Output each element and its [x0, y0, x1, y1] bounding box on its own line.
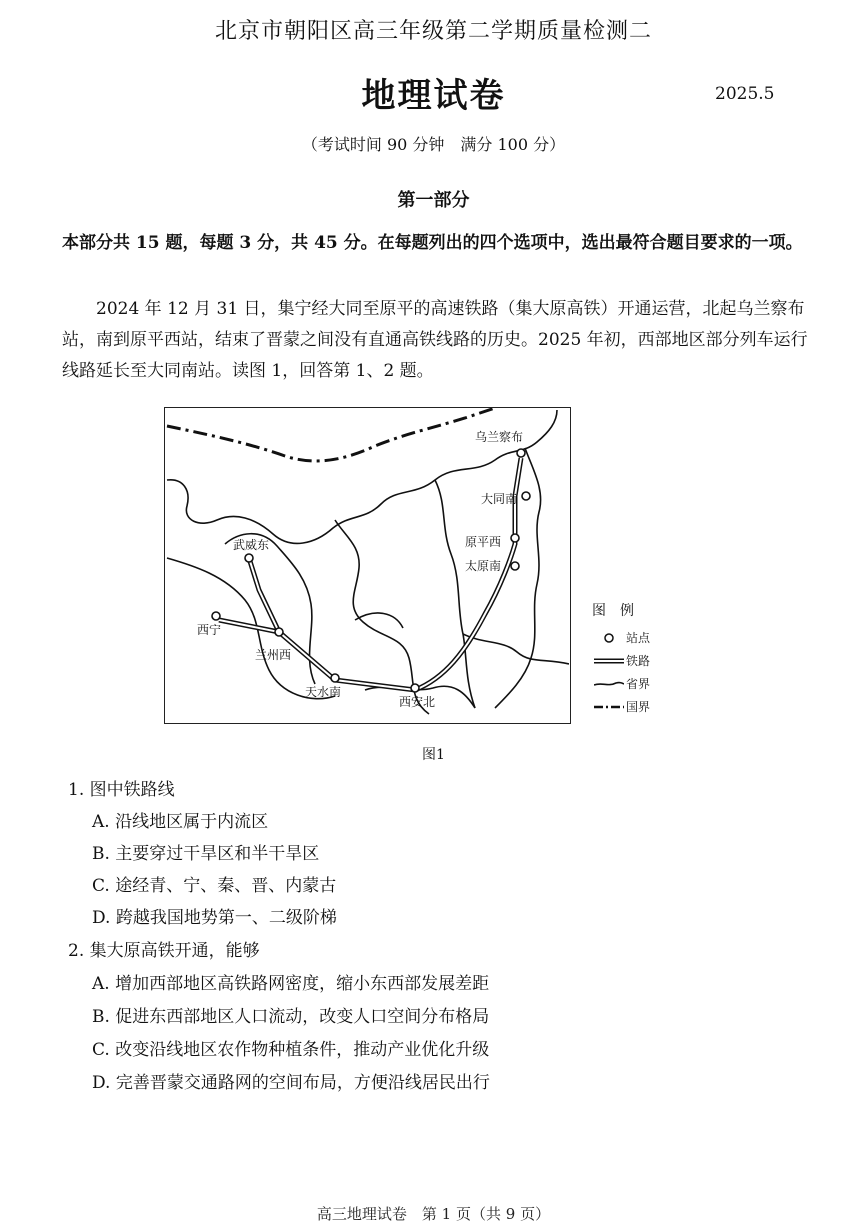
station-label: 原平西: [465, 535, 502, 549]
map-legend: [592, 600, 682, 718]
reading-passage: 2024 年 12 月 31 日，集宁经大同至原平的高速铁路（集大原高铁）开通运营，北起乌兰察布站，南到原平西站，结束了晋蒙之间没有直通高铁线路的历史。2025 年初，西部地区部分列车运行线路延长至大同南站。读图 1，回答第 1、2 题。: [62, 299, 808, 381]
question-option: B. 主要穿过干旱区和半干旱区: [92, 844, 320, 864]
exam-date: 2025.5: [715, 84, 775, 104]
legend-title: 图 例: [592, 603, 634, 619]
station-marker: [331, 674, 339, 682]
station-marker: [245, 554, 253, 562]
station-marker: [511, 562, 519, 570]
station-marker: [275, 628, 283, 636]
section-instructions: 本部分共 15 题，每题 3 分，共 45 分。在每题列出的四个选项中，选出最符合题目要求的一项。: [62, 233, 803, 253]
station-icon: [592, 632, 626, 644]
station-label: 武威东: [233, 538, 270, 552]
question-stem: 2. 集大原高铁开通，能够: [68, 941, 260, 961]
station-label: 西宁: [197, 623, 222, 637]
section-title: 第一部分: [397, 190, 470, 211]
question-option: A. 增加西部地区高铁路网密度，缩小东西部发展差距: [92, 974, 490, 994]
station-marker: [212, 612, 220, 620]
question-option: B. 促进东西部地区人口流动，改变人口空间分布格局: [92, 1007, 490, 1027]
legend-item-railway: [592, 649, 682, 672]
question-option: C. 途经青、宁、秦、晋、内蒙古: [92, 876, 337, 896]
question-option: A. 沿线地区属于内流区: [92, 812, 269, 832]
station-marker: [517, 449, 525, 457]
railway-map: [164, 407, 571, 724]
station-label: 太原南: [465, 559, 502, 573]
national-border: [167, 408, 495, 461]
station-label: 乌兰察布: [475, 430, 524, 444]
legend-label: 省界: [626, 677, 651, 691]
question-option: D. 完善晋蒙交通路网的空间布局，方便沿线居民出行: [92, 1073, 490, 1093]
exam-header: 北京市朝阳区高三年级第二学期质量检测二: [214, 19, 652, 44]
station-marker: [511, 534, 519, 542]
page-footer: 高三地理试卷 第 1 页（共 9 页）: [316, 1205, 551, 1223]
station-label: 大同南: [481, 492, 518, 506]
station-label: 兰州西: [255, 648, 292, 662]
question-stem: 1. 图中铁路线: [68, 780, 175, 800]
page-title: 地理试卷: [361, 76, 506, 116]
railway-icon: [592, 657, 626, 665]
station-label: 西安北: [399, 695, 436, 709]
legend-label: 铁路: [626, 654, 651, 668]
legend-label: 站点: [626, 631, 651, 645]
station-marker: [411, 684, 419, 692]
legend-label: 国界: [626, 700, 651, 714]
legend-item-national: [592, 695, 682, 718]
station-marker: [522, 492, 530, 500]
exam-time-note: （考试时间 90 分钟 满分 100 分）: [301, 135, 566, 154]
province-border-icon: [592, 680, 626, 688]
question-option: D. 跨越我国地势第一、二级阶梯: [92, 908, 337, 928]
figure-caption: 图1: [422, 747, 445, 763]
railway-map-svg: [165, 408, 569, 722]
national-border-icon: [592, 703, 626, 711]
question-option: C. 改变沿线地区农作物种植条件，推动产业优化升级: [92, 1040, 490, 1060]
legend-item-station: [592, 626, 682, 649]
station-label: 天水南: [305, 685, 342, 699]
legend-item-province: [592, 672, 682, 695]
